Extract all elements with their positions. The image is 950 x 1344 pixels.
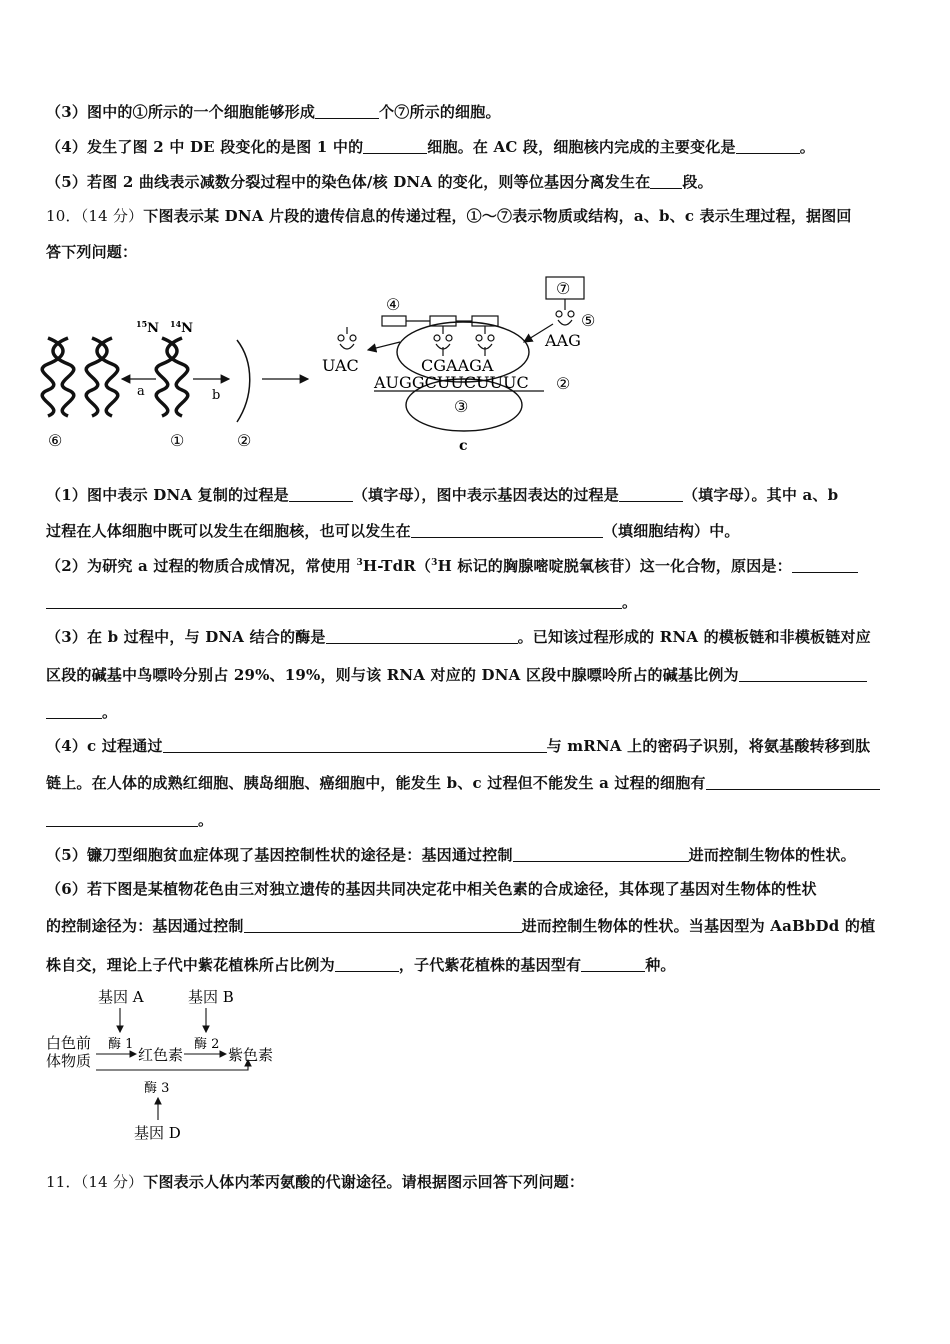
dna-helix-6a [42,338,74,416]
label-2b: ② [556,374,571,393]
question-number: 10． [46,207,81,225]
anticodon-cgaaga: CGAAGA [421,356,494,375]
answer-blank[interactable] [581,957,645,972]
question-5-line [46,172,713,192]
text: 。 [799,138,815,156]
text: 链上。在人体的成熟红细胞、胰岛细胞、癌细胞中，能发生 b、c 过程但不能发生 a 过程的细胞有 [46,774,706,792]
gene-d-label: 基因 D [134,1124,181,1142]
label-a: a [137,384,145,399]
answer-blank[interactable] [163,738,547,753]
answer-blank[interactable] [315,104,379,119]
label-6: ⑥ [48,431,63,450]
label-1: ① [170,431,185,450]
answer-blank[interactable] [706,775,880,790]
answer-blank[interactable] [335,957,399,972]
answer-blank[interactable] [792,558,858,573]
question-score: （14 分） [80,207,144,225]
text: （填细胞结构）中。 [602,522,740,540]
text: 。 [102,703,118,721]
answer-blank[interactable] [411,523,603,538]
text: 。已知该过程形成的 RNA 的模板链和非模板链对应 [517,628,871,646]
sub-question-1-cont [46,521,740,541]
dna-transmission-figure [40,272,630,457]
sub-question-5 [46,845,856,865]
answer-blank[interactable] [289,487,353,502]
text: （填字母）。其中 a、b [682,486,839,504]
answer-blank[interactable] [513,847,689,862]
text: （5）镰刀型细胞贫血症体现了基因控制性状的途径是：基因通过控制 [46,846,513,864]
question-4-line [46,137,815,157]
sub-question-4 [46,736,870,756]
text: 进而控制生物体的性状。 [688,846,856,864]
enzyme-3-label: 酶 3 [144,1081,170,1096]
text: H-TdR（ [362,557,432,575]
sub-question-2-cont [46,592,637,612]
sub-question-6-cont [46,916,875,936]
sub-question-4-cont [46,773,880,793]
dna-helix-6b [86,338,118,416]
label-14n: $^{14}$N [170,319,194,336]
text: 。 [622,593,638,611]
anticodon-uac: UAC [322,356,359,375]
text: 。 [198,811,214,829]
question-10-header-cont [46,242,137,262]
question-3-line [46,102,501,122]
answer-blank[interactable] [363,139,427,154]
trna-incoming [556,299,574,325]
purple-pigment-label: 紫色素 [228,1046,274,1064]
superscript: 3 [431,558,438,568]
text: 株自交，理论上子代中紫花植株所占比例为 [46,956,335,974]
white-precursor-label: 白色前 [46,1034,92,1052]
label-5: ⑤ [581,311,596,330]
text: （填字母），图中表示基因表达的过程是 [352,486,619,504]
text: （4）发生了图 2 中 DE 段变化的是图 1 中的 [46,138,364,156]
superscript: 3 [356,558,363,568]
enzyme-1-label: 酶 1 [108,1037,134,1052]
arrow-trna-exit [368,342,400,350]
question-10-header [46,206,852,226]
question-number: 11． [46,1173,81,1191]
question-11-header [46,1172,584,1192]
sub-question-3-cont2 [46,702,117,722]
text: 段。 [682,173,713,191]
text: （1）图中表示 DNA 复制的过程是 [46,486,289,504]
sub-question-4-cont2 [46,810,213,830]
text: （3）图中的①所示的一个细胞能够形成 [46,103,316,121]
sub-question-3 [46,627,871,647]
text: （6）若下图是某植物花色由三对独立遗传的基因共同决定花中相关色素的合成途径，其体现了基因对生物体的性状 [46,880,817,898]
label-c: c [459,438,468,454]
text: （3）在 b 过程中，与 DNA 结合的酶是 [46,628,326,646]
enzyme-2-label: 酶 2 [194,1037,220,1052]
text: 区段的碱基中鸟嘌呤分别占 29%、19%，则与该 RNA 对应的 DNA 区段中腺嘌呤所占的碱基比例为 [46,666,739,684]
sub-question-6-cont2 [46,955,676,975]
question-text: 下图表示某 DNA 片段的遗传信息的传递过程，①～⑦表示物质或结构，a、b、c 表示生理过程，据图回 [143,207,852,225]
answer-blank[interactable] [46,812,198,827]
text: ，子代紫花植株的基因型有 [398,956,582,974]
text: 种。 [645,956,676,974]
label-15n: $^{15}$N [136,319,160,336]
sub-question-2 [46,556,858,576]
text: H 标记的胸腺嘧啶脱氧核苷）这一化合物，原因是： [437,557,792,575]
gene-b-label: 基因 B [188,988,234,1006]
text: 与 mRNA 上的密码子识别，将氨基酸转移到肽 [546,737,871,755]
question-score: （14 分） [80,1173,144,1191]
question-text: 下图表示人体内苯丙氨酸的代谢途径。请根据图示回答下列问题： [143,1173,585,1191]
sub-question-3-cont [46,665,867,685]
text: （5）若图 2 曲线表示减数分裂过程中的染色体/核 DNA 的变化，则等位基因分离发生在 [46,173,651,191]
answer-blank[interactable] [244,918,522,933]
label-4: ④ [386,295,401,314]
sub-question-6 [46,879,817,899]
text: 进而控制生物体的性状。当基因型为 AaBbDd 的植 [521,917,876,935]
label-2: ② [237,431,252,450]
label-3: ③ [454,397,469,416]
mrna-strand [237,340,250,422]
text: 个⑦所示的细胞。 [379,103,501,121]
text: 细胞。在 AC 段，细胞核内完成的主要变化是 [427,138,736,156]
question-text: 答下列问题： [46,243,138,261]
sub-question-1 [46,485,838,505]
answer-blank[interactable] [619,487,683,502]
dna-helix-1 [156,338,188,416]
white-precursor-label-2: 体物质 [46,1052,92,1070]
answer-blank[interactable] [736,139,800,154]
label-7: ⑦ [556,279,571,298]
trna-leaving [338,327,356,349]
answer-blank[interactable] [326,629,518,644]
answer-blank[interactable] [739,667,867,682]
amino-acid-chain-box [382,316,406,326]
red-pigment-label: 红色素 [138,1046,184,1064]
label-b: b [212,388,221,403]
pigment-pathway-figure [40,982,300,1147]
answer-blank[interactable] [46,594,622,609]
answer-blank[interactable] [46,704,102,719]
text: 的控制途径为：基因通过控制 [46,917,244,935]
gene-a-label: 基因 A [98,988,144,1006]
text: （2）为研究 a 过程的物质合成情况，常使用 [46,557,357,575]
answer-blank[interactable] [650,174,682,189]
text: 过程在人体细胞中既可以发生在细胞核，也可以发生在 [46,522,411,540]
mrna-sequence: AUGGCUUCUUUC [374,373,529,392]
text: （4）c 过程通过 [46,737,163,755]
codon-aag: AAG [545,331,581,350]
